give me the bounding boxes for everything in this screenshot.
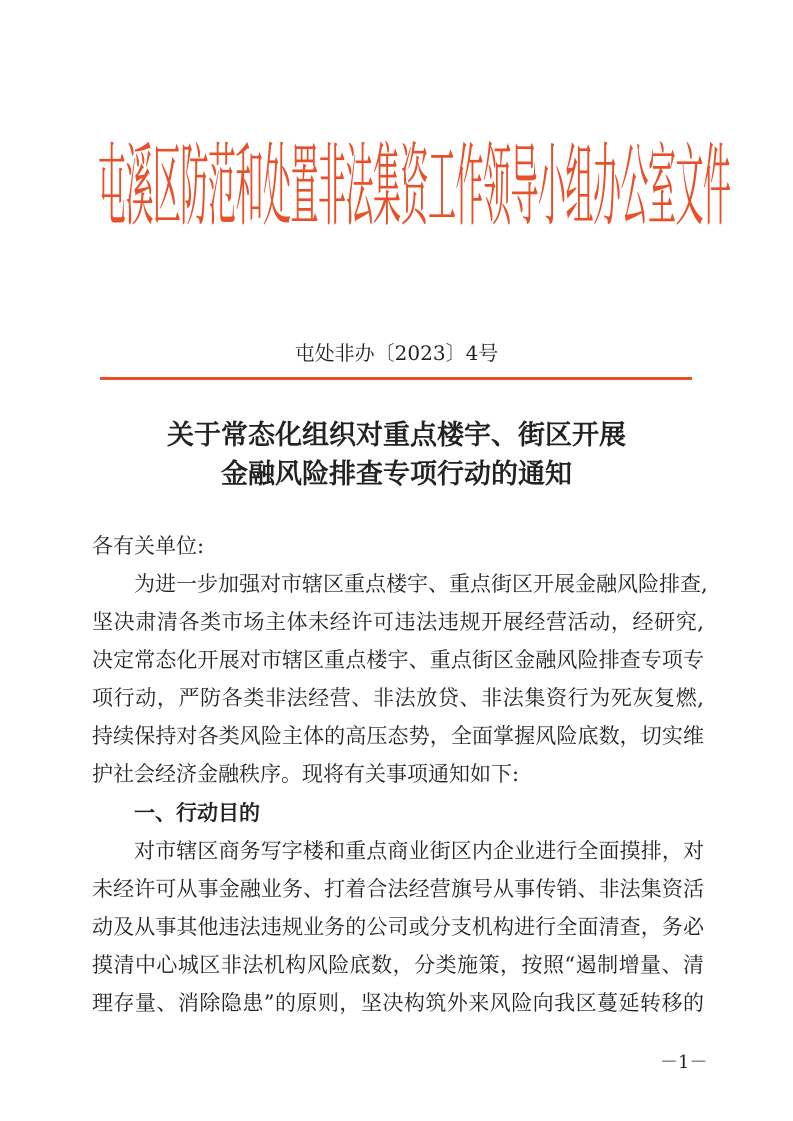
paragraph-line: 坚决肃清各类市场主体未经许可违法违规开展经营活动，经研究, [92, 610, 704, 634]
paragraph-line: 摸清中心城区非法机构风险底数，分类施策，按照“遏制增量、清 [92, 953, 704, 977]
document-number: 屯处非办〔2023〕4号 [294, 341, 499, 365]
paragraph-line: 护社会经济金融秩序。现将有关事项通知如下: [92, 762, 520, 786]
paragraph-line: 为进一步加强对市辖区重点楼宇、重点街区开展金融风险排查, [134, 572, 708, 596]
paragraph-line: 项行动，严防各类非法经营、非法放贷、非法集资行为死灰复燃, [92, 686, 704, 710]
paragraph-line: 未经许可从事金融业务、打着合法经营旗号从事传销、非法集资活 [92, 877, 704, 901]
paragraph-line: 对市辖区商务写字楼和重点商业街区内企业进行全面摸排，对 [134, 839, 704, 863]
paragraph-line: 理存量、消除隐患”的原则，坚决构筑外来风险向我区蔓延转移的 [92, 991, 704, 1015]
section-heading: 一、行动目的 [134, 801, 260, 825]
document-title-line1: 关于常态化组织对重点楼宇、街区开展 [167, 420, 626, 451]
red-divider [100, 377, 692, 380]
salutation: 各有关单位: [92, 534, 205, 558]
issuing-office-header: 屯溪区防范和处置非法集资工作领导小组办公室文件 [98, 133, 731, 240]
paragraph-line: 决定常态化开展对市辖区重点楼宇、重点街区金融风险排查专项专 [92, 648, 704, 672]
paragraph-line: 动及从事其他违法违规业务的公司或分支机构进行全面清查，务必 [92, 915, 704, 939]
document-title-line2: 金融风险排查专项行动的通知 [221, 459, 572, 490]
paragraph-line: 持续保持对各类风险主体的高压态势，全面掌握风险底数，切实维 [92, 724, 704, 748]
page-number: －1－ [660, 1052, 708, 1073]
